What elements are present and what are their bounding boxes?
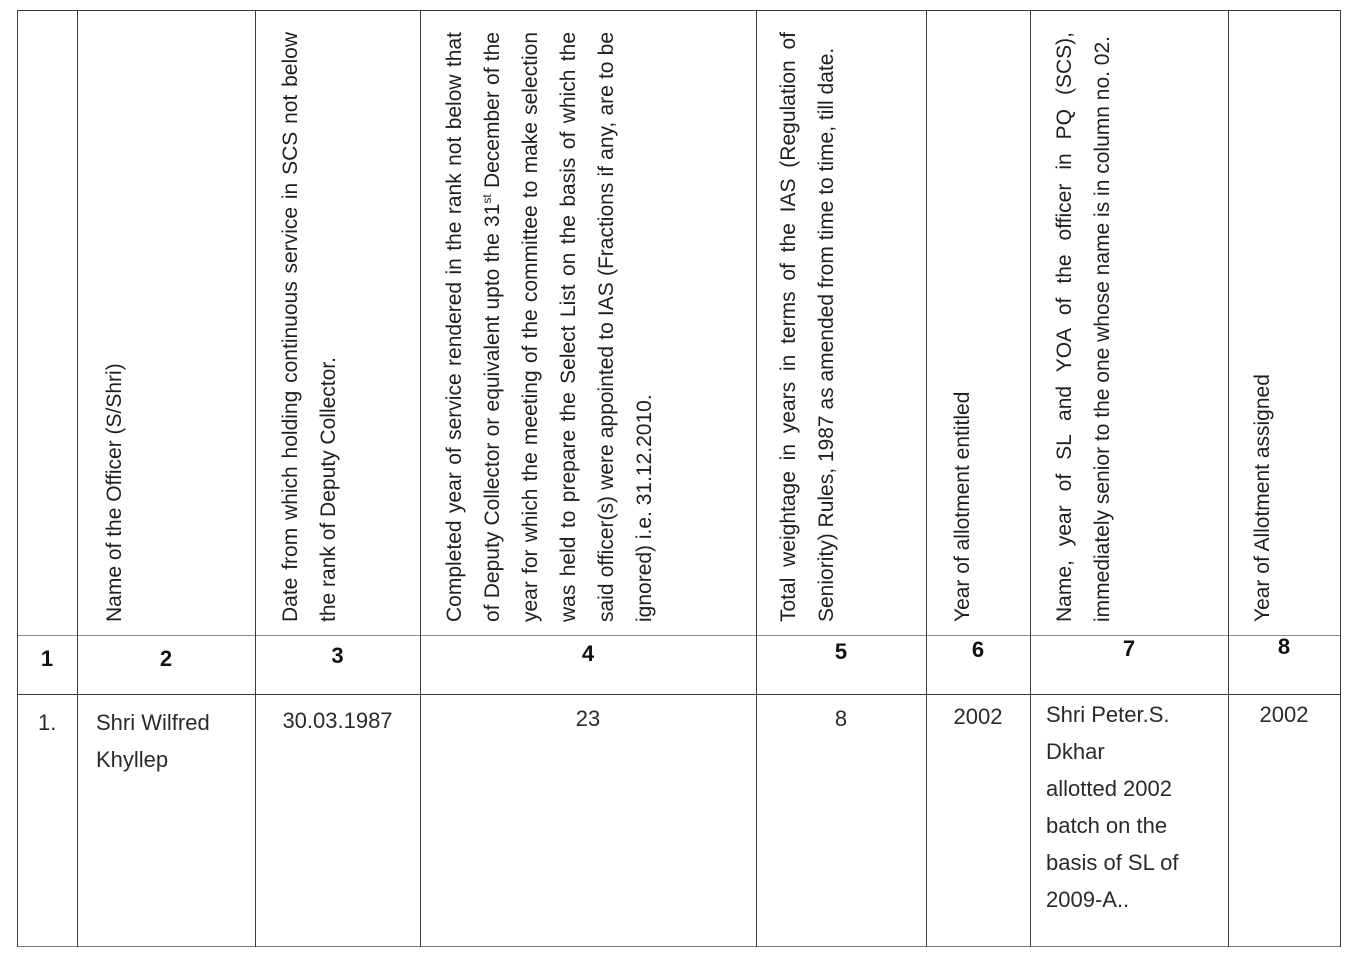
col-number-2: 2 [159,646,173,671]
row-completed-years: 23 [575,706,601,731]
header-col3-service-date: Date from which holding continuous service in SCS not below the rank of Deputy Collector. [279,32,340,622]
row-officer-name [96,704,210,778]
row-serial-number: 1. [38,710,57,735]
col-divider-4 [756,10,757,947]
row-senior-officer [1046,696,1226,918]
header-col6-year-entitled: Year of allotment entitled [951,391,974,622]
header-col4-completed-years: Completed year of service rendered in the rank not below that of Deputy Collector or equivalent upto the 31st December of the year for which the meeting of the committee to make selection was held to prepare the Select List on the basis of which the said officer(s) were appointed to IAS (Fractions if any, are to be ignored) i.e. 31.12.2010. [443,32,656,622]
row-weightage: 8 [834,706,848,731]
row-year-entitled: 2002 [953,704,1003,729]
header-col7-senior-officer: Name, year of SL and YOA of the officer in PQ (SCS), immediately senior to the one whose name is in column no. 02. [1053,32,1114,622]
header-col2-officer-name: Name of the Officer (S/Shri) [103,363,126,622]
col-divider-3 [420,10,421,947]
officer-name-line-2: Khyllep [96,747,169,772]
officer-name-line-1: Shri Wilfred [96,710,210,735]
col-divider-7 [1228,10,1229,947]
col-divider-5 [926,10,927,947]
col-number-6: 6 [971,637,985,662]
senior-officer-line: Dkhar [1046,739,1105,764]
row-service-date: 30.03.1987 [282,708,393,733]
row-year-assigned: 2002 [1259,702,1309,727]
col-divider-2 [255,10,256,947]
senior-officer-line: batch on the [1046,813,1168,838]
table-right-border [1340,10,1341,947]
senior-officer-line: basis of SL of [1046,850,1179,875]
senior-officer-line: Shri Peter.S. [1046,702,1170,727]
senior-officer-line: 2009-A.. [1046,887,1130,912]
header-col8-year-assigned: Year of Allotment assigned [1251,374,1274,622]
col-number-3: 3 [331,643,344,668]
table-top-border [17,10,1341,11]
number-row-bottom-border [17,694,1341,695]
col-number-4: 4 [581,641,595,666]
col-number-8: 8 [1277,634,1291,659]
col-number-1: 1 [40,646,54,671]
col-number-5: 5 [834,639,848,664]
table-left-border [17,10,18,947]
col-number-7: 7 [1122,636,1136,661]
header-col5-total-weightage: Total weightage in years in terms of the IAS (Regulation of Seniority) Rules, 1987 as amended from time to time, till date. [777,32,838,622]
col-divider-1 [77,10,78,947]
table-bottom-border [17,946,1341,947]
senior-officer-line: allotted 2002 [1046,776,1172,801]
col-divider-6 [1030,10,1031,947]
